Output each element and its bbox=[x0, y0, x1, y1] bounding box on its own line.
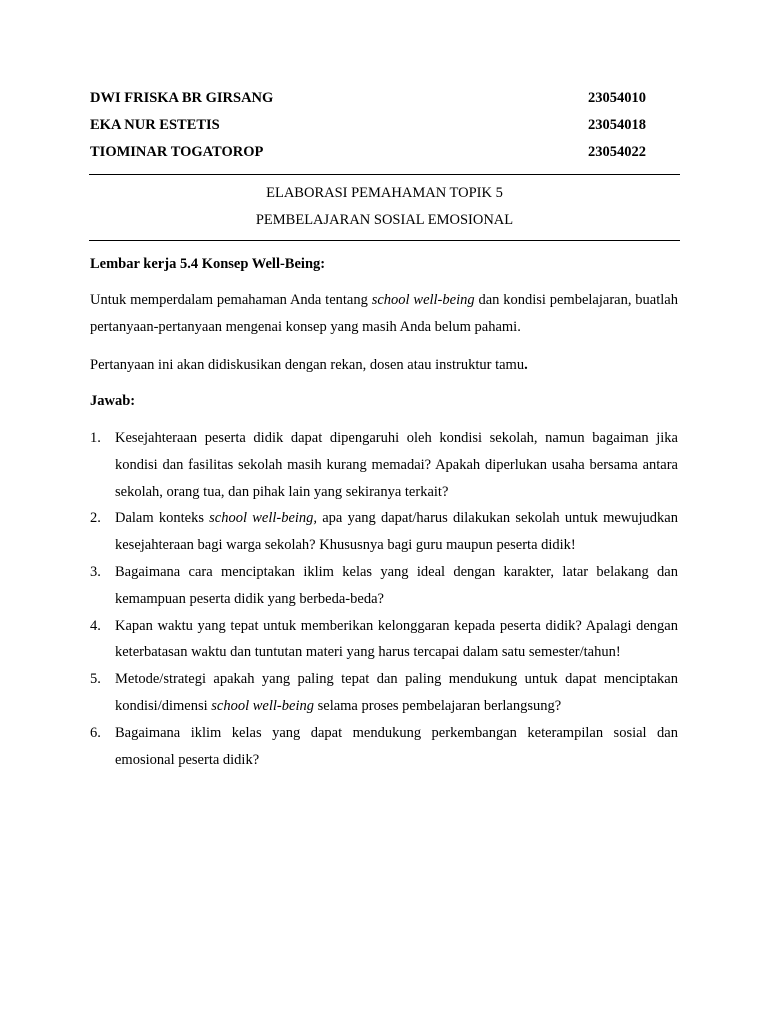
question-text-end: apa yang dapat/harus dilakukan sekolah untuk mewujudkan kesejahteraan bagi warga sekolah? Khususnya bagi guru maupun peserta didik! bbox=[115, 510, 678, 554]
question-text-start: Kesejahteraan peserta didik dapat dipengaruhi oleh kondisi sekolah, namun bagaiman jika kondisi dan fasilitas sekolah masih kurang memadai? Apakah diperlukan usaha bersama antara sekolah, orang tua, dan pihak lain yang sekiranya terkait? bbox=[115, 430, 678, 500]
question-text bbox=[115, 505, 678, 559]
discussion-note bbox=[90, 352, 678, 379]
intro-paragraph bbox=[90, 287, 678, 341]
question-number: 6. bbox=[90, 724, 101, 741]
question-number: 5. bbox=[90, 671, 101, 688]
discussion-note-text: Pertanyaan ini akan didiskusikan dengan rekan, dosen atau instruktur tamu bbox=[90, 357, 525, 373]
divider-bottom bbox=[89, 240, 680, 241]
divider-top bbox=[89, 174, 680, 175]
question-text-start: Bagaimana cara menciptakan iklim kelas yang ideal dengan karakter, latar belakang dan kemampuan peserta didik yang berbeda-beda? bbox=[115, 563, 678, 607]
intro-italic-term: school well-being bbox=[371, 292, 475, 308]
author-row bbox=[90, 144, 680, 171]
answer-heading: Jawab: bbox=[90, 393, 136, 409]
question-number: 1. bbox=[90, 430, 101, 446]
question-italic-term: school well-being, bbox=[209, 510, 318, 527]
question-text bbox=[115, 425, 678, 505]
question-italic-term: school well-being bbox=[211, 697, 314, 714]
author-student-id: 23054018 bbox=[588, 117, 646, 133]
author-name: EKA NUR ESTETIS bbox=[90, 117, 220, 133]
question-item bbox=[90, 720, 678, 774]
question-text-start: Bagaimana iklim kelas yang dapat mendukung perkembangan keterampilan sosial dan emosional peserta didik? bbox=[115, 724, 678, 768]
author-row bbox=[90, 117, 680, 144]
author-student-id: 23054022 bbox=[588, 144, 646, 160]
question-text bbox=[115, 720, 678, 774]
question-text-start: Metode/strategi apakah yang paling tepat dan paling mendukung untuk dapat menciptakan kondisi/dimensi bbox=[115, 671, 678, 714]
author-list bbox=[90, 90, 680, 171]
intro-text-end: dan kondisi pembelajaran, buatlah pertanyaan-pertanyaan mengenai konsep yang masih Anda belum pahami. bbox=[90, 292, 678, 335]
author-name: DWI FRISKA BR GIRSANG bbox=[90, 90, 274, 106]
author-student-id: 23054010 bbox=[588, 90, 646, 106]
question-text bbox=[115, 613, 678, 667]
author-row bbox=[90, 90, 680, 117]
question-text-end: selama proses pembelajaran berlangsung? bbox=[313, 697, 562, 714]
question-item bbox=[90, 505, 678, 559]
document-title: ELABORASI PEMAHAMAN TOPIK 5 bbox=[266, 185, 503, 201]
document-subtitle: PEMBELAJARAN SOSIAL EMOSIONAL bbox=[255, 212, 514, 228]
question-item bbox=[90, 425, 678, 505]
intro-text-start: Untuk memperdalam pemahaman Anda tentang bbox=[90, 292, 372, 308]
discussion-note-period: . bbox=[524, 357, 528, 373]
question-item bbox=[90, 559, 678, 613]
worksheet-heading: Lembar kerja 5.4 Konsep Well-Being: bbox=[90, 256, 326, 272]
question-number: 2. bbox=[90, 510, 101, 527]
question-text bbox=[115, 666, 678, 720]
question-item bbox=[90, 613, 678, 667]
question-item bbox=[90, 666, 678, 720]
question-text-start: Kapan waktu yang tepat untuk memberikan kelonggaran kepada peserta didik? Apalagi dengan keterbatasan waktu dan tuntutan materi yang harus tercapai dalam satu semester/tahun! bbox=[115, 617, 678, 661]
question-text-start: Dalam konteks bbox=[115, 510, 210, 527]
question-number: 3. bbox=[90, 563, 101, 580]
question-number: 4. bbox=[90, 617, 101, 634]
question-list bbox=[90, 425, 678, 773]
question-text bbox=[115, 559, 678, 613]
author-name: TIOMINAR TOGATOROP bbox=[90, 144, 264, 160]
